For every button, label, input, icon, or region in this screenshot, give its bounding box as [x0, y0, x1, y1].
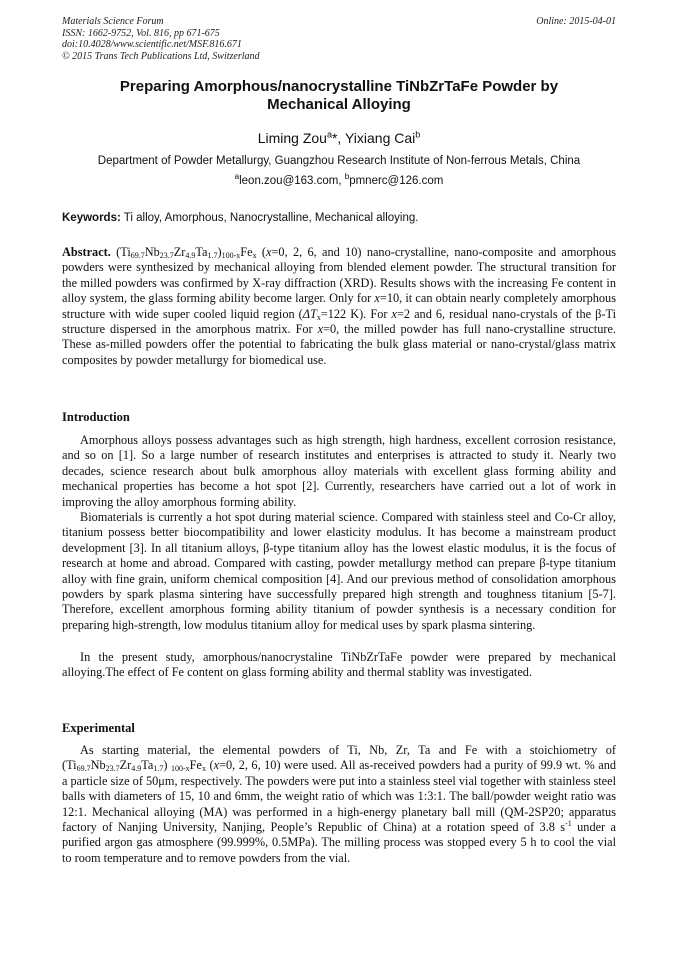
- subscript: 23.7: [159, 251, 174, 260]
- journal-issn: ISSN: 1662-9752, Vol. 816, pp 671-675: [62, 27, 220, 39]
- abstract: [62, 245, 616, 368]
- email-address: leon.zou@163.com,: [239, 175, 345, 187]
- subscript: 23.7: [105, 764, 120, 774]
- subscript: 1.7: [153, 764, 164, 774]
- abstract-text: Zr: [173, 245, 186, 259]
- author-name: Liming Zou: [257, 130, 327, 146]
- variable: x: [213, 758, 220, 773]
- subscript: x: [316, 312, 321, 322]
- journal-name: Materials Science Forum: [62, 16, 164, 27]
- keywords-label: Keywords:: [62, 212, 121, 224]
- abstract-text: (Ti: [110, 245, 131, 259]
- subscript: 1.7: [207, 251, 218, 260]
- subscript: x: [252, 251, 257, 260]
- variable: x: [317, 322, 324, 337]
- abstract-text: (: [256, 245, 267, 259]
- body-text: Fe: [189, 758, 202, 773]
- abstract-text: Fe: [240, 245, 253, 259]
- body-text: (: [205, 758, 214, 773]
- abstract-label: Abstract.: [62, 245, 111, 259]
- body-text: Nb: [90, 758, 106, 773]
- abstract-text: Ta: [195, 245, 208, 259]
- body-text: Zr: [119, 758, 132, 773]
- abstract-text: Nb: [144, 245, 160, 259]
- subscript: 4.9: [131, 764, 142, 774]
- subscript: 100-x: [221, 251, 241, 260]
- body-text: As starting material, the elemental powders of Ti, Nb, Zr, Ta and Fe with a stoichiometry of (Ti: [62, 743, 616, 773]
- body-text: under a purified argon gas atmosphere (99.999%, 0.5MPa). The milling process was stopped every 5 h to cool the vial to room temperature and to remove powders from the vial.: [62, 820, 616, 865]
- intro-paragraph-1: Amorphous alloys possess advantages such as high strength, high hardness, excellent corrosion resistance, and so on [1]. So a large number of research institutes and enterprises is attracted to study it. Nearly two decades, science research about bulk amorphous alloy materials with excellent glass forming ability and mechanical properties has become a hot spot [2]. Currently, researchers have carried out a lot of work in improving the alloy amorphous forming ability.: [62, 433, 616, 509]
- journal-copyright: © 2015 Trans Tech Publications Ltd, Switzerland: [62, 50, 260, 62]
- paper-title: Preparing Amorphous/nanocrystalline TiNbZrTaFe Powder by Mechanical Alloying: [119, 78, 559, 113]
- subscript: 69.7: [76, 764, 91, 774]
- subscript: 100-x: [170, 764, 190, 774]
- section-heading-experimental: Experimental: [62, 721, 135, 735]
- online-date: Online: 2015-04-01: [536, 16, 616, 27]
- abstract-text: =10, it can obtain nearly completely amorphous structure with wide super cooled liquid region (: [62, 291, 616, 321]
- intro-paragraph-2: Biomaterials is currently a hot spot during material science. Compared with stainless steel and Co-Cr alloy, titanium possess better biocompatibility and lower elasticity modulus. It has become a mainstream product development [3]. In all titanium alloys, β-type titanium alloy has the lowest elastic modulus, it is the focus of research at home and abroad. Compared with casting, powder metallurgy method can prepare β-type titanium alloy with fine grain, uniform chemical composition [4]. And our previous method of consolidation amorphous powders by spark plasma sintering have successfully prepared high strength and toughness titanium [5-7]. Therefore, excellent amorphous forming ability titanium of powder synthesis is a necessary condition for preparing high-strength, low modulus titanium alloy for medical uses by spark plasma sintering.: [62, 510, 616, 632]
- author-superscript: b: [415, 129, 421, 140]
- abstract-text: =0, 2, 6, and 10) nano-crystalline, nano-composite and amorphous powders were synthesized by mechanical alloying from blended element powder. The structural transition for the milled powders was confirmed by X-ray diffraction (XRD). Results shows with the increasing Fe content in alloy system, the glass forming ability become larger. Only for: [62, 245, 617, 306]
- subscript: 4.9: [185, 251, 196, 260]
- variable: x: [266, 245, 272, 259]
- body-text: ): [163, 758, 171, 773]
- experimental-paragraph: [62, 743, 616, 866]
- body-text: =0, 2, 6, 10) were used. All as-received powders had a purity of 99.9 wt. % and a particle size of 50μm, respectively. The powders were put into a stainless steel vial together with stainless steel balls with diameters of 15, 10 and 6mm, the weight ratio of which was 1:3:1. The ball/powder weight ratio was 12:1. Mechanical alloying (MA) was performed in a high-energy planetary ball mill (QM-2SP20; apparatus factory of Nanjing University, Nanjing, People’s Republic of China) at a rotation speed of 3.8 s: [62, 758, 617, 835]
- author-line: [62, 130, 616, 146]
- journal-doi: doi:10.4028/www.scientific.net/MSF.816.671: [62, 39, 242, 50]
- email-line: [62, 172, 616, 187]
- affiliation: Department of Powder Metallurgy, Guangzhou Research Institute of Non-ferrous Metals, China: [97, 155, 581, 167]
- email-address: pmnerc@126.com: [349, 175, 444, 187]
- corresponding-mark: *,: [331, 130, 342, 146]
- abstract-text: ): [217, 245, 222, 259]
- body-text: Ta: [141, 758, 154, 773]
- abstract-text: =0, the milled powder has full nano-crystalline structure. These as-milled powders offer the potential to fabricating the bulk glass material or nano-crystal/glass matrix composites by powder metallurgy for biomedical use.: [62, 322, 616, 367]
- subscript: 69.7: [130, 251, 145, 260]
- author-superscript: a: [326, 129, 332, 140]
- abstract-text: =2 and 6, residual nano-crystals of the β-Ti structure dispersed in the amorphous matrix. For: [62, 306, 616, 337]
- intro-paragraph-3: In the present study, amorphous/nanocrystaline TiNbZrTaFe powder were prepared by mechanical alloying.The effect of Fe content on glass forming ability and thermal stablity was investigated.: [62, 650, 616, 680]
- variable: ΔT: [302, 306, 317, 321]
- section-heading-introduction: Introduction: [62, 410, 130, 424]
- author-name: Yixiang Cai: [341, 130, 416, 146]
- variable: x: [374, 291, 380, 306]
- journal-header: [62, 16, 616, 62]
- keywords-text: Ti alloy, Amorphous, Nanocrystalline, Mechanical alloying.: [120, 212, 419, 224]
- variable: x: [391, 306, 397, 321]
- subscript: x: [201, 764, 206, 774]
- email-superscript: a: [234, 172, 240, 182]
- keywords: [62, 212, 616, 224]
- email-superscript: b: [344, 172, 350, 182]
- superscript: -1: [565, 818, 572, 828]
- abstract-text: =122 K). For: [320, 306, 392, 321]
